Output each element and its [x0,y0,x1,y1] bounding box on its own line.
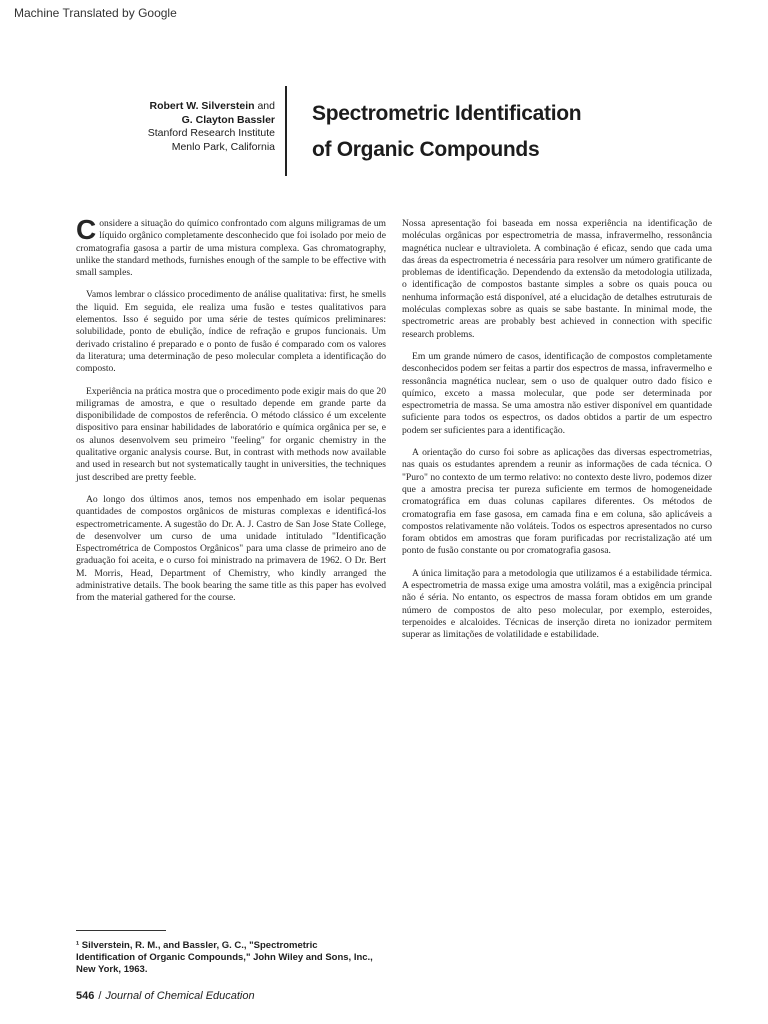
drop-cap: C [76,214,97,245]
author-institute: Stanford Research Institute [147,127,275,139]
footnote-rule [76,930,166,931]
machine-translation-banner: Machine Translated by Google [14,6,177,20]
left-column [76,214,386,615]
author-location: Menlo Park, California [171,140,275,153]
title-line-1: Spectrometric Identification [312,102,582,125]
body-paragraph: Vamos lembrar o clássico procedimento de análise qualitativa: first, he smells the liquid. Em seguida, ele realiza uma fusão e testes qualitativos para elementos. Isso é seguido por uma série de testes químicos preliminares: solubilidade, ponto de ebulição, índice de refração e grupos funcionais. Um derivado cristalino é preparado e o ponto de fusão é comparado com os valores da literatura; uma determinação de peso molecular completa a identificação do composto. [76,289,386,375]
body-paragraph: Ao longo dos últimos anos, temos nos empenhado em isolar pequenas quantidades de compostos orgânicos de misturas complexas e identificá-los espectrometricamente. A sugestão do Dr. A. J. Castro de San Jose State College, de desenvolver um curso de uma unidade intitulado "Identificação Espectrométrica de Compostos Orgânicos" para uma classe de primeiro ano de graduação foi aceita, e o curso foi ministrado na primavera de 1962. O Dr. Bert M. Morris, Head, Department of Chemistry, who kindly arranged the administrative details. The book bearing the same title as this paper has evolved from the material gathered for the course. [76,493,386,604]
footer-separator: / [98,990,102,1002]
body-paragraph [76,214,386,279]
title-line-2: of Organic Compounds [312,138,540,161]
author-conjunction: and [257,100,275,112]
journal-name: Journal of Chemical Education [105,990,255,1002]
body-paragraph: Em um grande número de casos, identificação de compostos completamente desconhecidos podem ser feitas a partir dos espectros de massa, infravermelho e ressonância magnética nuclear, sem o uso de qualquer outro dado físico e químico, exceto a massa molecular, que pode ser determinada por espectrometria de massa. Se uma amostra não estiver disponível em quantidade suficiente para todos os espectros, os dados obtidos a partir de um espectro podem ser suficientes para a identificação. [402,350,712,436]
page-number: 546 [76,990,95,1002]
author-block [110,100,275,154]
right-column [402,218,712,652]
body-paragraph: Experiência na prática mostra que o procedimento pode exigir mais do que 20 miligramas de amostra, e que o resultado depende em grande parte da disponibilidade de compostos de referência. O método clássico é um excelente dispositivo para ensinar habilidades de laboratório e química orgânica per se, e os alunos desenvolvem seu primeiro "feeling" for organic chemistry in the qualitative organic analysis course. But, in contrast with methods now available and used in research but not systematically taught in universities, the techniques just described are pretty feeble. [76,385,386,483]
paragraph-text: onsidere a situação do químico confrontado com alguns miligramas de um líquido orgânico completamente desconhecido que foi isolado por meio de cromatografia gasosa a partir de uma mistura complexa. Gas chromatography, unlike the standard methods, furnishes enough of the sample to be effective with small samples. [76,218,386,279]
author-1: Robert W. Silverstein [149,100,255,112]
author-2: G. Clayton Bassler [181,113,275,126]
body-paragraph: A única limitação para a metodologia que utilizamos é a estabilidade térmica. A espectrometria de massa exige uma amostra volátil, mas a exigência principal não é séria. No entanto, os espectros de massa foram obtidos em um grande número de compostos de alto peso molecular, por exemplo, esteroides, terpenoides e alcaloides. Técnicas de inserção direta no ionizador permitem superar as limitações de volatilidade e estabilidade. [402,567,712,641]
page-footer [76,990,255,1002]
body-paragraph: Nossa apresentação foi baseada em nossa experiência na identificação de moléculas orgânicas por espectrometria de massa, infravermelho, ressonância magnética nuclear e ultravioleta. A combinação é eficaz, sendo que cada uma das áreas da espectrometria é necessária para resolver um número gratificante de problemas de identificação. Dependendo da extensão da metodologia utilizada, o identificação de compostos bastante simples a sobre os quais pouca ou nenhuma informação está disponível, até a elucidação de detalhes estruturais de moléculas complexas sobre as quais se sabe bastante. In minimal mode, the spectrometric areas are probably best achieved in connection with specific research problems. [402,218,712,340]
title-divider [285,86,287,176]
footnote: ¹ Silverstein, R. M., and Bassler, G. C., "Spectrometric Identification of Organic Compounds," John Wiley and Sons, Inc., New York, 1963. [76,940,373,975]
article-title [312,96,632,168]
body-paragraph: A orientação do curso foi sobre as aplicações das diversas espectrometrias, nas quais os estudantes aprendem a reunir as informações de cada técnica. O "Puro" no contexto de um termo relativo: no contexto deste livro, podemos dizer que a amostra precisa ter pureza suficiente em termos de homogeneidade cromatográfica em duas colunas capilares diferentes. Os métodos de cromatografia em fase gasosa, em camada fina e em coluna, são aplicáveis a compostos relativamente não voláteis. Todos os espectros apresentados no curso foram obtidos em amostras que foram purificadas por recristalização até um ponto de fusão constante ou por cromatografia gasosa. [402,447,712,557]
